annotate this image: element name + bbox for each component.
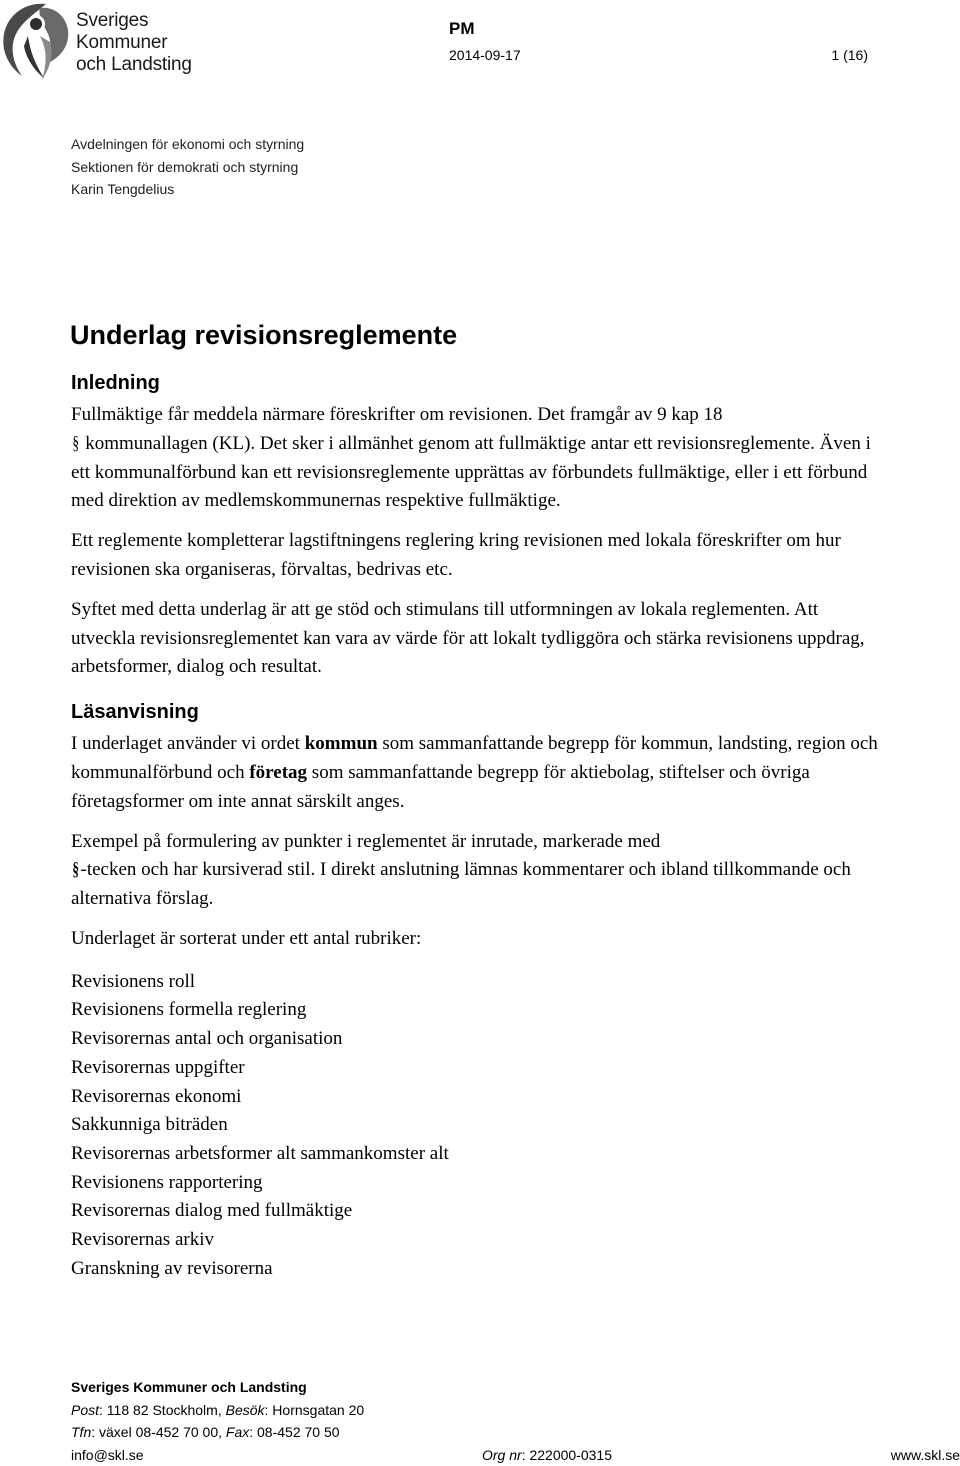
- doc-date: 2014-09-17: [449, 47, 521, 63]
- text-span: Exempel på formulering av punkter i reglementet är inrutade, markerade med: [71, 830, 661, 852]
- text-span: I underlaget använder vi ordet: [71, 733, 305, 755]
- page-footer: [71, 1376, 960, 1466]
- paragraph-lasanvisning-3: Underlaget är sorterat under ett antal rubriker:: [71, 927, 422, 949]
- label: Tfn: [71, 1424, 92, 1440]
- footer-org-nr: [482, 1444, 612, 1466]
- label: Besök: [225, 1401, 265, 1418]
- footer-address: [71, 1399, 960, 1422]
- footer-website[interactable]: www.skl.se: [890, 1446, 960, 1463]
- section-sign-icon: §: [72, 859, 80, 881]
- sender-block: [71, 133, 304, 201]
- value: : 222000-0315: [521, 1446, 612, 1463]
- text-span: som sammanfattande begrepp för kommun, landsting, region och kommunalförbund och: [71, 733, 878, 783]
- document-body: [71, 372, 881, 1283]
- list-item: Revisorernas arkiv: [71, 1229, 214, 1251]
- paragraph-lasanvisning-2: [71, 828, 881, 914]
- skl-logo: [0, 0, 210, 84]
- list-item: Revisorernas uppgifter: [71, 1056, 245, 1078]
- footer-contact-row: [71, 1444, 960, 1466]
- logo-line-3: och Landsting: [76, 54, 192, 75]
- label: Post: [71, 1401, 100, 1418]
- p1-text: Fullmäktige får meddela närmare föreskrifter om revisionen. Det framgår av 9 kap 18: [71, 404, 723, 425]
- list-item: Revisorernas antal och organisation: [71, 1028, 343, 1050]
- section: Sektionen för demokrati och styrning: [71, 158, 299, 175]
- p1-text-cont: kommunallagen (KL). Det sker i allmänhet genom att fullmäktige antar ett revisionsreglemente. Även i ett kommunalförbund kan ett revisionsreglemente upprättas av förbundets fullmäktige, eller i ett förbund med direktion av medlemskommunernas respektive fullmäktige.: [71, 432, 871, 512]
- section-sign-icon: §: [72, 432, 80, 454]
- page-number: 1 (16): [831, 47, 868, 63]
- paragraph-inledning-1: [71, 401, 881, 516]
- logo-line-1: Sveriges: [76, 10, 149, 31]
- list-item: Revisorernas arbetsformer alt sammankomster alt: [71, 1142, 449, 1164]
- paragraph-lasanvisning-1: [71, 730, 881, 816]
- logo-line-2: Kommuner: [76, 32, 168, 53]
- department: Avdelningen för ekonomi och styrning: [71, 136, 305, 152]
- paragraph-inledning-3: Syftet med detta underlag är att ge stöd och stimulans till utformningen av lokala reglementen. Att utveckla revisionsreglementet kan vara av värde för att lokalt tydliggöra och stärka revisionens uppdrag, arbetsformer, dialog och resultat.: [71, 598, 865, 678]
- footer-org: Sveriges Kommuner och Landsting: [71, 1379, 307, 1395]
- footer-email[interactable]: info@skl.se: [71, 1446, 144, 1463]
- heading-inledning: Inledning: [71, 372, 160, 394]
- list-item: Revisionens formella reglering: [71, 999, 307, 1021]
- skl-logo-icon: [0, 0, 72, 84]
- footer-phone: [71, 1421, 960, 1444]
- list-item: Revisionens rapportering: [71, 1171, 263, 1193]
- list-item: Revisorernas ekonomi: [71, 1085, 242, 1107]
- doc-type: PM: [449, 19, 475, 38]
- text-span: -tecken och har kursiverad stil. I direkt anslutning lämnas kommentarer och ibland tillkommande och alternativa förslag.: [71, 859, 851, 910]
- author: Karin Tengdelius: [71, 181, 175, 197]
- topic-list: [71, 968, 881, 1284]
- term-foretag: företag: [249, 761, 308, 783]
- label: Fax: [225, 1424, 250, 1440]
- value: : Hornsgatan 20: [264, 1401, 365, 1418]
- heading-lasanvisning: Läsanvisning: [71, 701, 199, 724]
- list-item: Granskning av revisorerna: [71, 1257, 273, 1279]
- paragraph-inledning-2: Ett reglemente kompletterar lagstiftningens reglering kring revisionen med lokala föreskrifter om hur revisionen ska organiseras, förvaltas, bedrivas etc.: [71, 530, 841, 580]
- page-title: Underlag revisionsreglemente: [70, 320, 458, 350]
- text-span: som sammanfattande begrepp för aktiebolag, stiftelser och övriga företagsformer om inte annat särskilt anges.: [71, 761, 810, 812]
- value: : 08-452 70 50: [249, 1424, 340, 1440]
- list-item: Revisorernas dialog med fullmäktige: [71, 1200, 353, 1222]
- value: : 118 82 Stockholm,: [99, 1401, 226, 1418]
- label: Org nr: [482, 1446, 522, 1463]
- list-item: Revisionens roll: [71, 970, 196, 992]
- list-item: Sakkunniga biträden: [71, 1114, 228, 1136]
- term-kommun: kommun: [304, 733, 378, 755]
- value: : växel 08-452 70 00,: [91, 1424, 226, 1440]
